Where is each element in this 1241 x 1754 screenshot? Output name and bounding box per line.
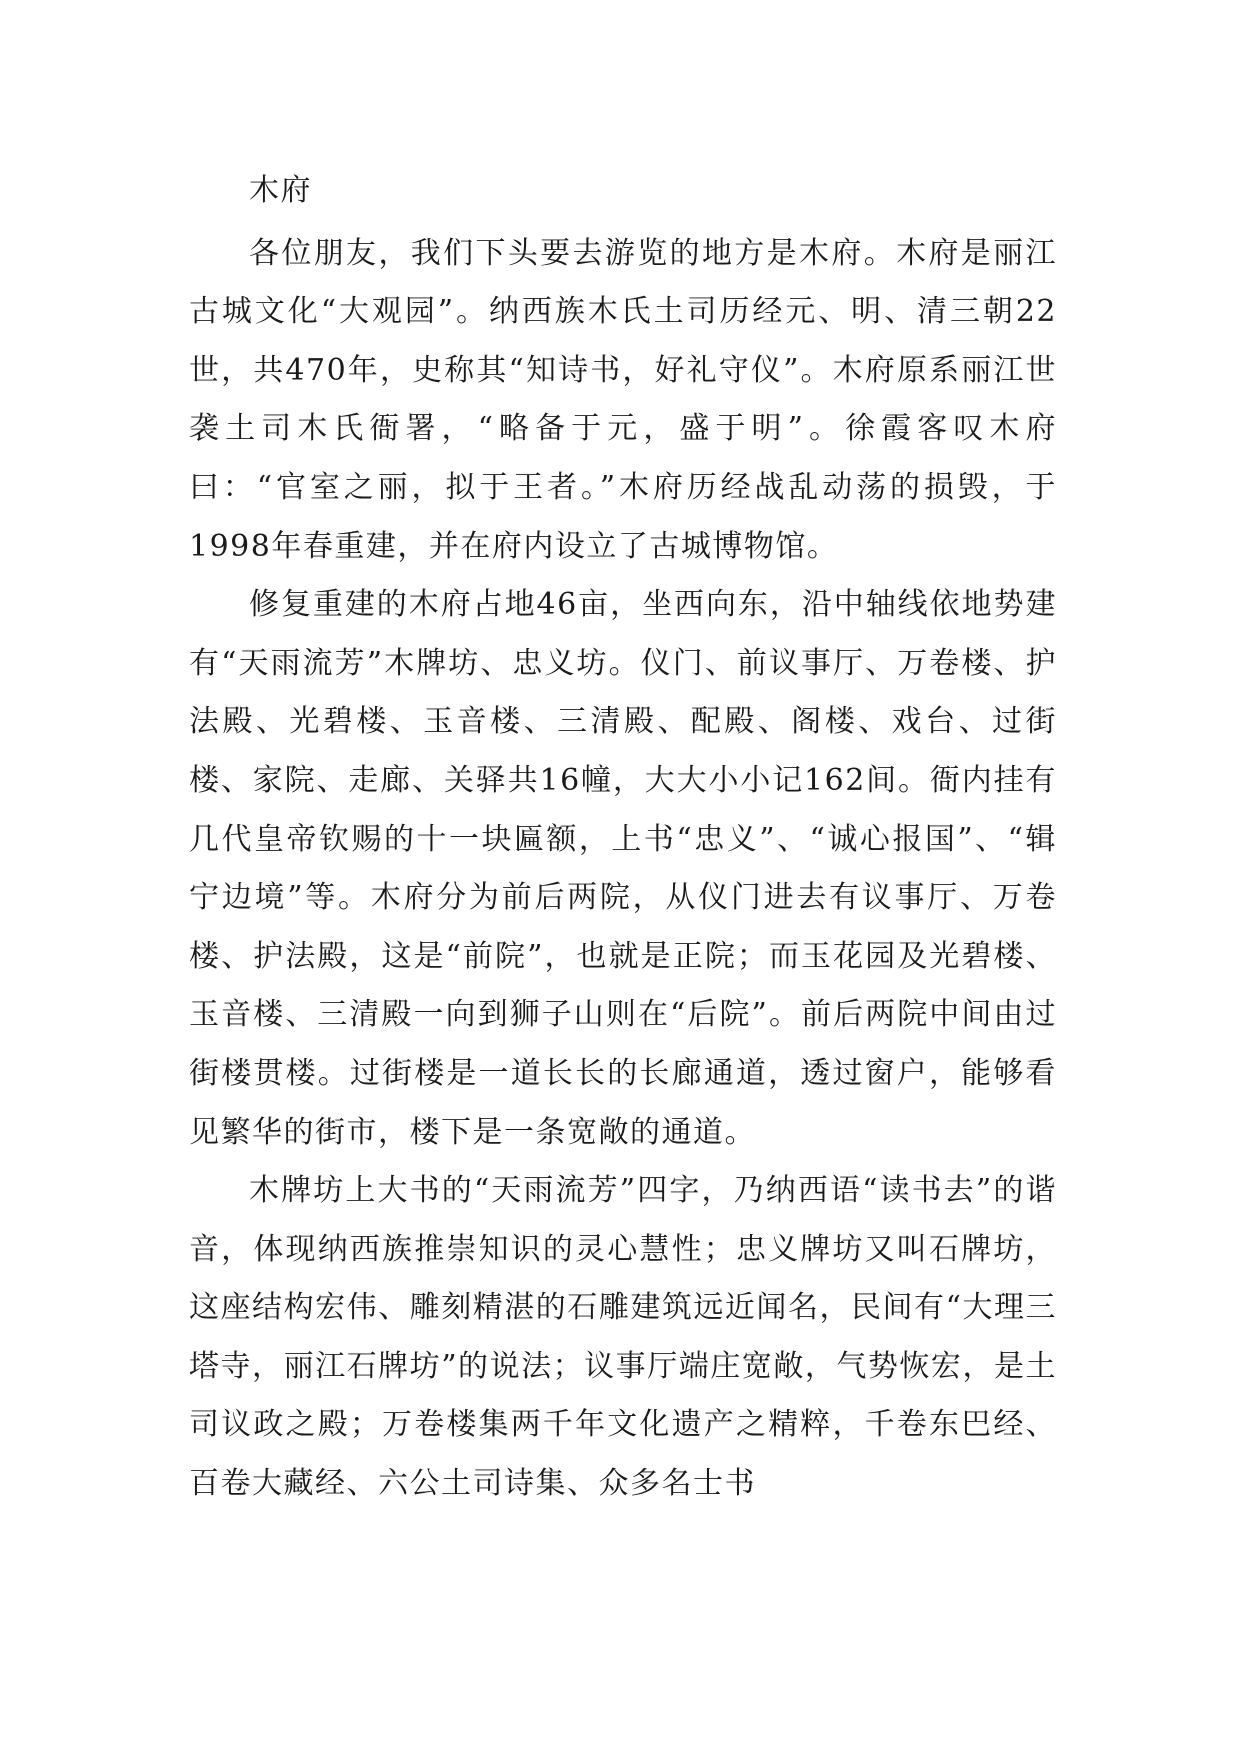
body-text — [189, 162, 1057, 1514]
document-title: 木府 — [249, 173, 312, 208]
paragraph-intro: 各位朋友，我们下头要去游览的地方是木府。木府是丽江古城文化“大观园”。纳西族木氏土司历经元、明、清三朝22世，共470年，史称其“知诗书，好礼守仪”。木府原系丽江世袭土司木氏衙署，“略备于元，盛于明”。徐霞客叹木府曰：“官室之丽，拟于王者。”木府历经战乱动荡的损毁，于1998年春重建，并在府内设立了古城博物馆。 — [189, 235, 1057, 564]
paragraph-layout: 修复重建的木府占地46亩，坐西向东，沿中轴线依地势建有“天雨流芳”木牌坊、忠义坊。仪门、前议事厅、万卷楼、护法殿、光碧楼、玉音楼、三清殿、配殿、阁楼、戏台、过街楼、家院、走廊、关驿共16幢，大大小小记162间。衙内挂有几代皇帝钦赐的十一块匾额，上书“忠义”、“诚心报国”、“辑宁边境”等。木府分为前后两院，从仪门进去有议事厅、万卷楼、护法殿，这是“前院”，也就是正院；而玉花园及光碧楼、玉音楼、三清殿一向到狮子山则在“后院”。前后两院中间由过街楼贯楼。过街楼是一道长长的长廊通道，透过窗户，能够看见繁华的街市，楼下是一条宽敞的通道。 — [189, 587, 1057, 1150]
paragraph-archways: 木牌坊上大书的“天雨流芳”四字，乃纳西语“读书去”的谐音，体现纳西族推崇知识的灵心慧性；忠义牌坊又叫石牌坊，这座结构宏伟、雕刻精湛的石雕建筑远近闻名，民间有“大理三塔寺，丽江石牌坊”的说法；议事厅端庄宽敞，气势恢宏，是土司议政之殿；万卷楼集两千年文化遗产之精粹，千卷东巴经、百卷大藏经、六公土司诗集、众多名士书 — [189, 1173, 1057, 1502]
